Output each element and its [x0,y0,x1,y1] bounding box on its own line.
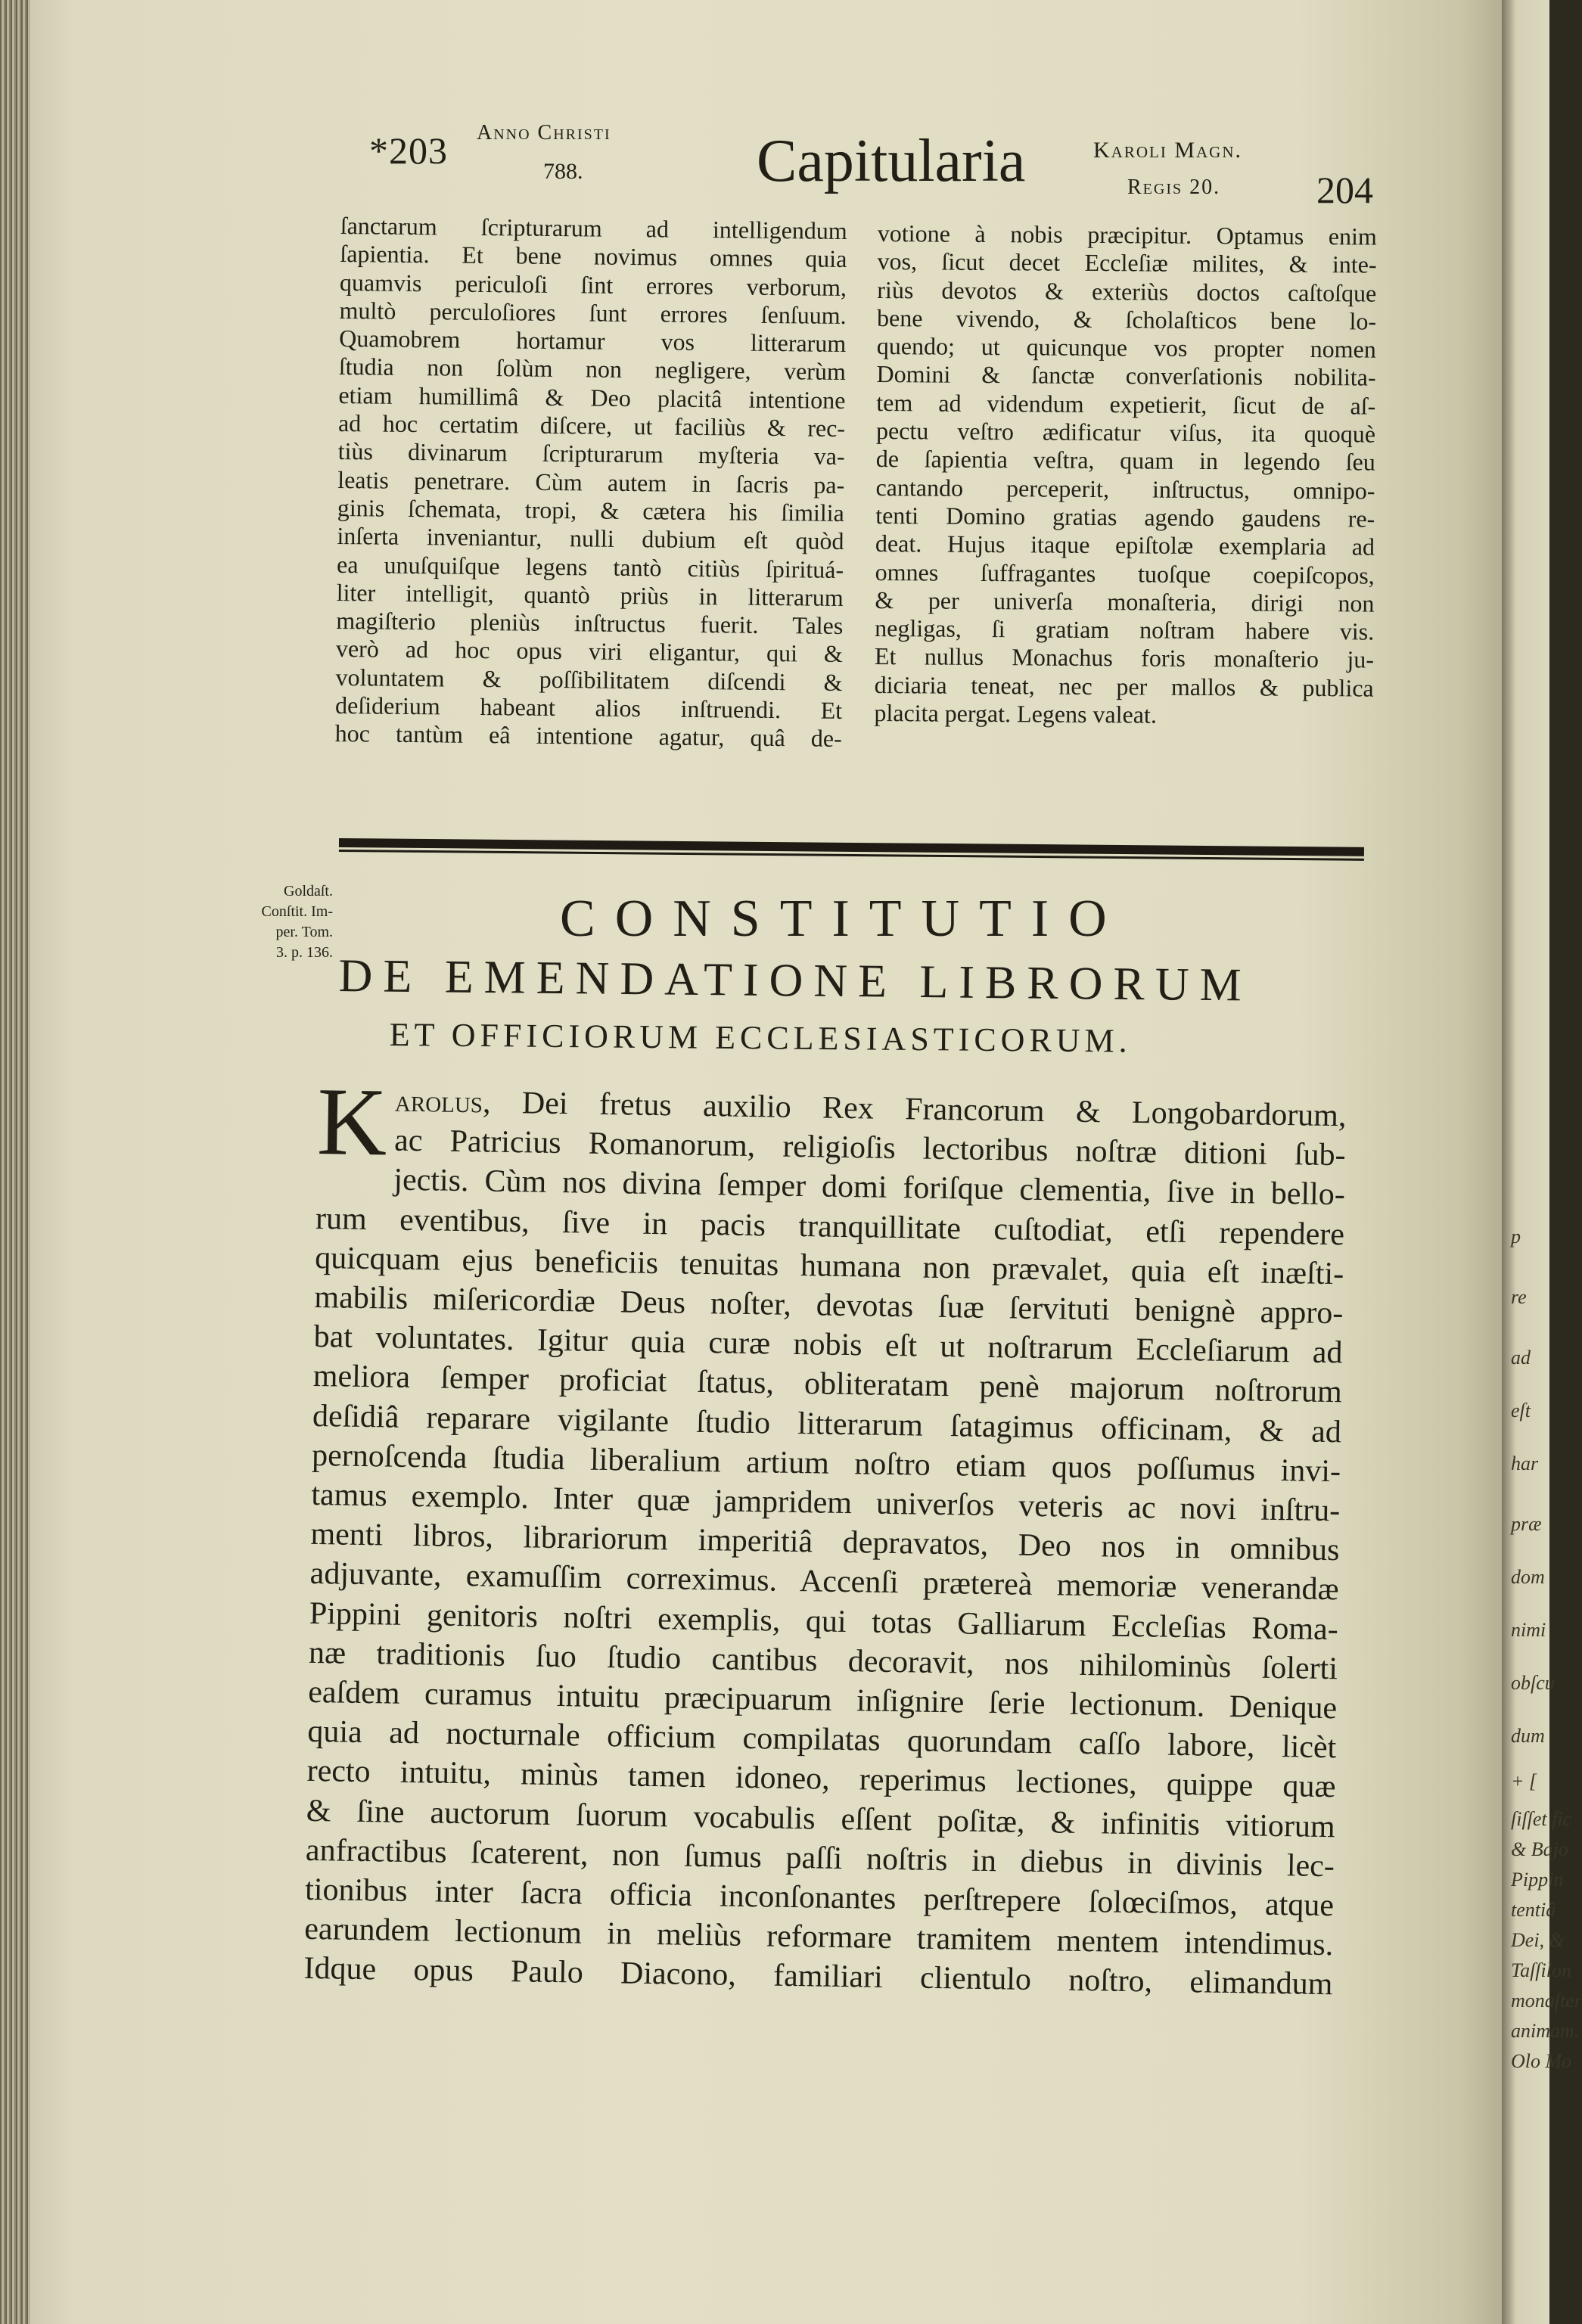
body-line: & ſine auctorum ſuorum vocabulis eſſent poſitæ, & infinitis vitiorum [306,1793,1336,1844]
right-column-line: negligas, ſi gratiam noſtram habere vis. [875,614,1375,645]
first-word-caps: arolus [394,1083,483,1120]
body-line: meliora ſemper proficiat ſtatus, obliteratam penè majorum noſtrorum [312,1359,1343,1410]
margin-note-line: Goldaſt. [284,883,333,899]
body-line: mabilis miſericordiæ Deus noſter, devotas ſuæ ſervituti benignè appro- [314,1279,1344,1331]
next-page-fragment: Dei, & [1511,1929,1565,1951]
margin-note-line: per. Tom. [275,924,333,940]
left-column-line: inſerta inveniantur, nulli dubium eſt quòd [337,522,844,555]
next-page-fragment: eſt [1511,1400,1531,1421]
margin-note [212,881,333,963]
running-title: Capitularia [757,128,1026,194]
left-column-line: ad hoc certatim diſcere, ut faciliùs & rec- [337,409,846,443]
karoli-magn: Karoli Magn. [1093,138,1242,163]
next-page-fragment: obſcu [1511,1672,1555,1694]
left-page-number: *203 [369,129,448,172]
left-column-line: quamvis periculoſi ſint errores verborum, [339,268,847,301]
left-column-line: deſiderium habeant alios inſtruendi. Et [334,691,843,725]
body-line: adjuvante, examuſſim correximus. Accenſi prætereà memoriæ venerandæ [309,1556,1339,1608]
left-column-line: verò ad hoc opus viri eligantur, qui & [335,635,844,668]
body-line: quia ad nocturnale officium compilatas quorundam caſſo labore, licèt [307,1714,1337,1766]
right-column-line: pectu veſtro ædificatur viſus, ita quoquè [875,417,1376,448]
body-line: eaſdem curamus intuitu præcipuarum inſignire ſerie lectionum. Denique [307,1674,1338,1726]
right-column-line: placita pergat. Legens valeat. [874,699,1158,729]
next-page-fragment: har [1511,1452,1539,1474]
body-line: quicquam ejus beneficiis tenuitas humana non prævalet, quia eſt inæſti- [314,1240,1344,1292]
title-line-1: CONSTITUTIO [560,890,1127,948]
next-page-edge [1502,0,1582,2324]
body-line: deſidiâ reparare vigilante ſtudio litterarum ſatagimus officinam, & ad [312,1398,1342,1449]
left-column-line: ſapientia. Et bene novimus omnes quia [340,240,847,273]
body-line: ac Patricius Romanorum, religioſis lectoribus noſtræ ditioni ſub- [393,1123,1346,1173]
anno-christi: Anno Christi [477,121,611,144]
right-page-number: 204 [1316,169,1373,211]
next-page-fragment: nimi [1511,1619,1546,1641]
title-line-2: DE EMENDATIONE LIBRORUM [338,950,1253,1011]
right-column-line: votione à nobis præcipitur. Optamus enim [877,219,1377,250]
left-column-line: multò perculoſiores ſunt errores ſenſuum. [339,296,847,329]
right-column-line: deat. Hujus itaque epiſtolæ exemplaria ad [875,530,1375,561]
next-page-fragment: re [1511,1286,1527,1308]
right-column-line: tenti Domino gratias agendo gaudens re- [875,501,1375,533]
next-page-fragment: dom [1511,1566,1545,1588]
body-line: menti libros, librariorum imperitiâ depravatos, Deo nos in omnibus [310,1517,1340,1568]
next-page-fragment: dum [1511,1725,1545,1747]
title-line-3: ET OFFICIORUM ECCLESIASTICORUM. [389,1016,1132,1060]
year: 788. [543,159,583,184]
left-column-line: hoc tantùm eâ intentione agatur, quâ de- [334,719,842,753]
next-page-fragment: animam. [1511,2020,1580,2042]
right-column [874,219,1377,731]
next-page-fragment: + [ [1511,1770,1537,1792]
left-column-line: ſtudia non ſolùm non negligere, verùm [338,353,847,386]
right-column-line: Et nullus Monachus foris monaſterio ju- [874,642,1375,674]
next-page-fragment: ſiſſet fic [1511,1808,1572,1830]
next-page-fragment: tentiâ [1511,1899,1556,1921]
right-column-line: Domini & ſanctæ converſationis nobilita- [876,360,1376,392]
next-page-fragment: p [1511,1226,1521,1247]
right-column-line: & per univerſa monaſteria, dirigi non [875,586,1375,617]
body-line: jectis. Cùm nos divina ſemper domi foriſque clementia, ſive in bello- [393,1163,1346,1213]
right-column-line: de ſapientia veſtra, quam in legendo ſeu [875,445,1375,476]
body-line: bat voluntates. Igitur quia curæ nobis eſt ut noſtrarum Eccleſiarum ad [313,1319,1343,1371]
right-column-line: tem ad videndum expetierit, ſicut de aſ- [876,388,1376,420]
next-page-fragment: Olo Mo [1511,2050,1572,2072]
left-column-line: ea unuſquiſque legens tantò citiùs ſpirituá- [336,550,844,583]
left-column-line: ſanctarum ſcripturarum ad intelligendum [340,212,847,245]
left-column-line: tiùs divinarum ſcripturarum myſteria va- [337,437,845,471]
margin-note-line: 3. p. 136. [276,944,333,961]
right-column-line: bene vivendo, & ſcholaſticos bene lo- [876,303,1377,335]
left-column-line: ginis ſchemata, tropi, & cætera his ſimilia [337,493,845,527]
left-column-line: magiſterio pleniùs inſtructus fuerit. Tales [336,607,844,640]
body-line: tamus exemplo. Inter quæ jampridem univerſos veteris ac novi inſtru- [311,1477,1341,1529]
body-line: næ traditionis ſuo ſtudio cantibus decoravit, nos nihilominùs ſolerti [308,1635,1338,1687]
body-line: tionibus inter ſacra officia inconſonantes perſtrepere ſolœciſmos, atque [304,1872,1335,1924]
right-column-line: quendo; ut quicunque vos propter nomen [876,332,1376,363]
right-column-line: cantando perceperit, inſtructus, omnipo- [875,473,1375,505]
regis-year: Regis 20. [1127,176,1221,199]
next-page-fragment: ad [1511,1347,1531,1369]
right-column-line: vos, ſicut decet Eccleſiæ milites, & inte- [877,247,1377,278]
right-column-line: omnes ſuffragantes tuoſque coepiſcopos, [875,558,1375,589]
left-column [335,212,847,753]
right-column-line: diciaria teneat, nec per mallos & publica [874,670,1374,702]
page-edges [0,0,30,2324]
left-column-line: liter intelligit, quantò priùs in litterarum [336,578,844,611]
next-page-fragment: monaſter [1511,1990,1582,2012]
left-column-line: etiam humillimâ & Deo placitâ intentione [338,381,846,414]
left-column-line: voluntatem & poſſibilitatem diſcendi & [335,663,843,696]
next-page-fragment: Taſſilon [1511,1959,1571,1981]
body-line: Idque opus Paulo Diacono, familiari clientulo noſtro, elimandum [303,1951,1333,2002]
right-column-line: riùs devotos & exteriùs doctos caſtoſque [877,275,1377,307]
body-line: Pippini genitoris noſtri exemplis, qui totas Galliarum Eccleſias Roma- [309,1595,1339,1647]
body-line: pernoſcenda ſtudia liberalium artium noſtro etiam quos poſſumus invi- [311,1437,1341,1490]
next-page-fragment: Pippin [1511,1869,1564,1891]
first-line-text: , Dei fretus auxilio Rex Francorum & Longobardorum, [482,1085,1347,1134]
main-text [303,1067,1347,2005]
body-line: anfractibus ſcaterent, non ſumus paſſi noſtris in diebus in divinis lec- [305,1832,1335,1884]
body-line: recto intuitu, minùs tamen idoneo, reperimus lectiones, quippe quæ [306,1754,1336,1805]
body-lines [303,1120,1346,2005]
body-line: earundem lectionum in meliùs reformare tramitem mentem intendimus. [304,1912,1334,1963]
next-page-fragment: & Bajo [1511,1838,1568,1860]
left-column-line: Quamobrem hortamur vos litterarum [339,325,847,358]
body-line: rum eventibus, ſive in pacis tranquillitate cuſtodiat, etſi rependere [315,1201,1345,1252]
next-page-fragment: præ [1511,1513,1542,1535]
left-column-line: leatis penetrare. Cùm autem in ſacris pa- [337,465,845,499]
margin-note-line: Conſtit. Im- [261,903,333,920]
drop-cap: K [316,1067,388,1176]
